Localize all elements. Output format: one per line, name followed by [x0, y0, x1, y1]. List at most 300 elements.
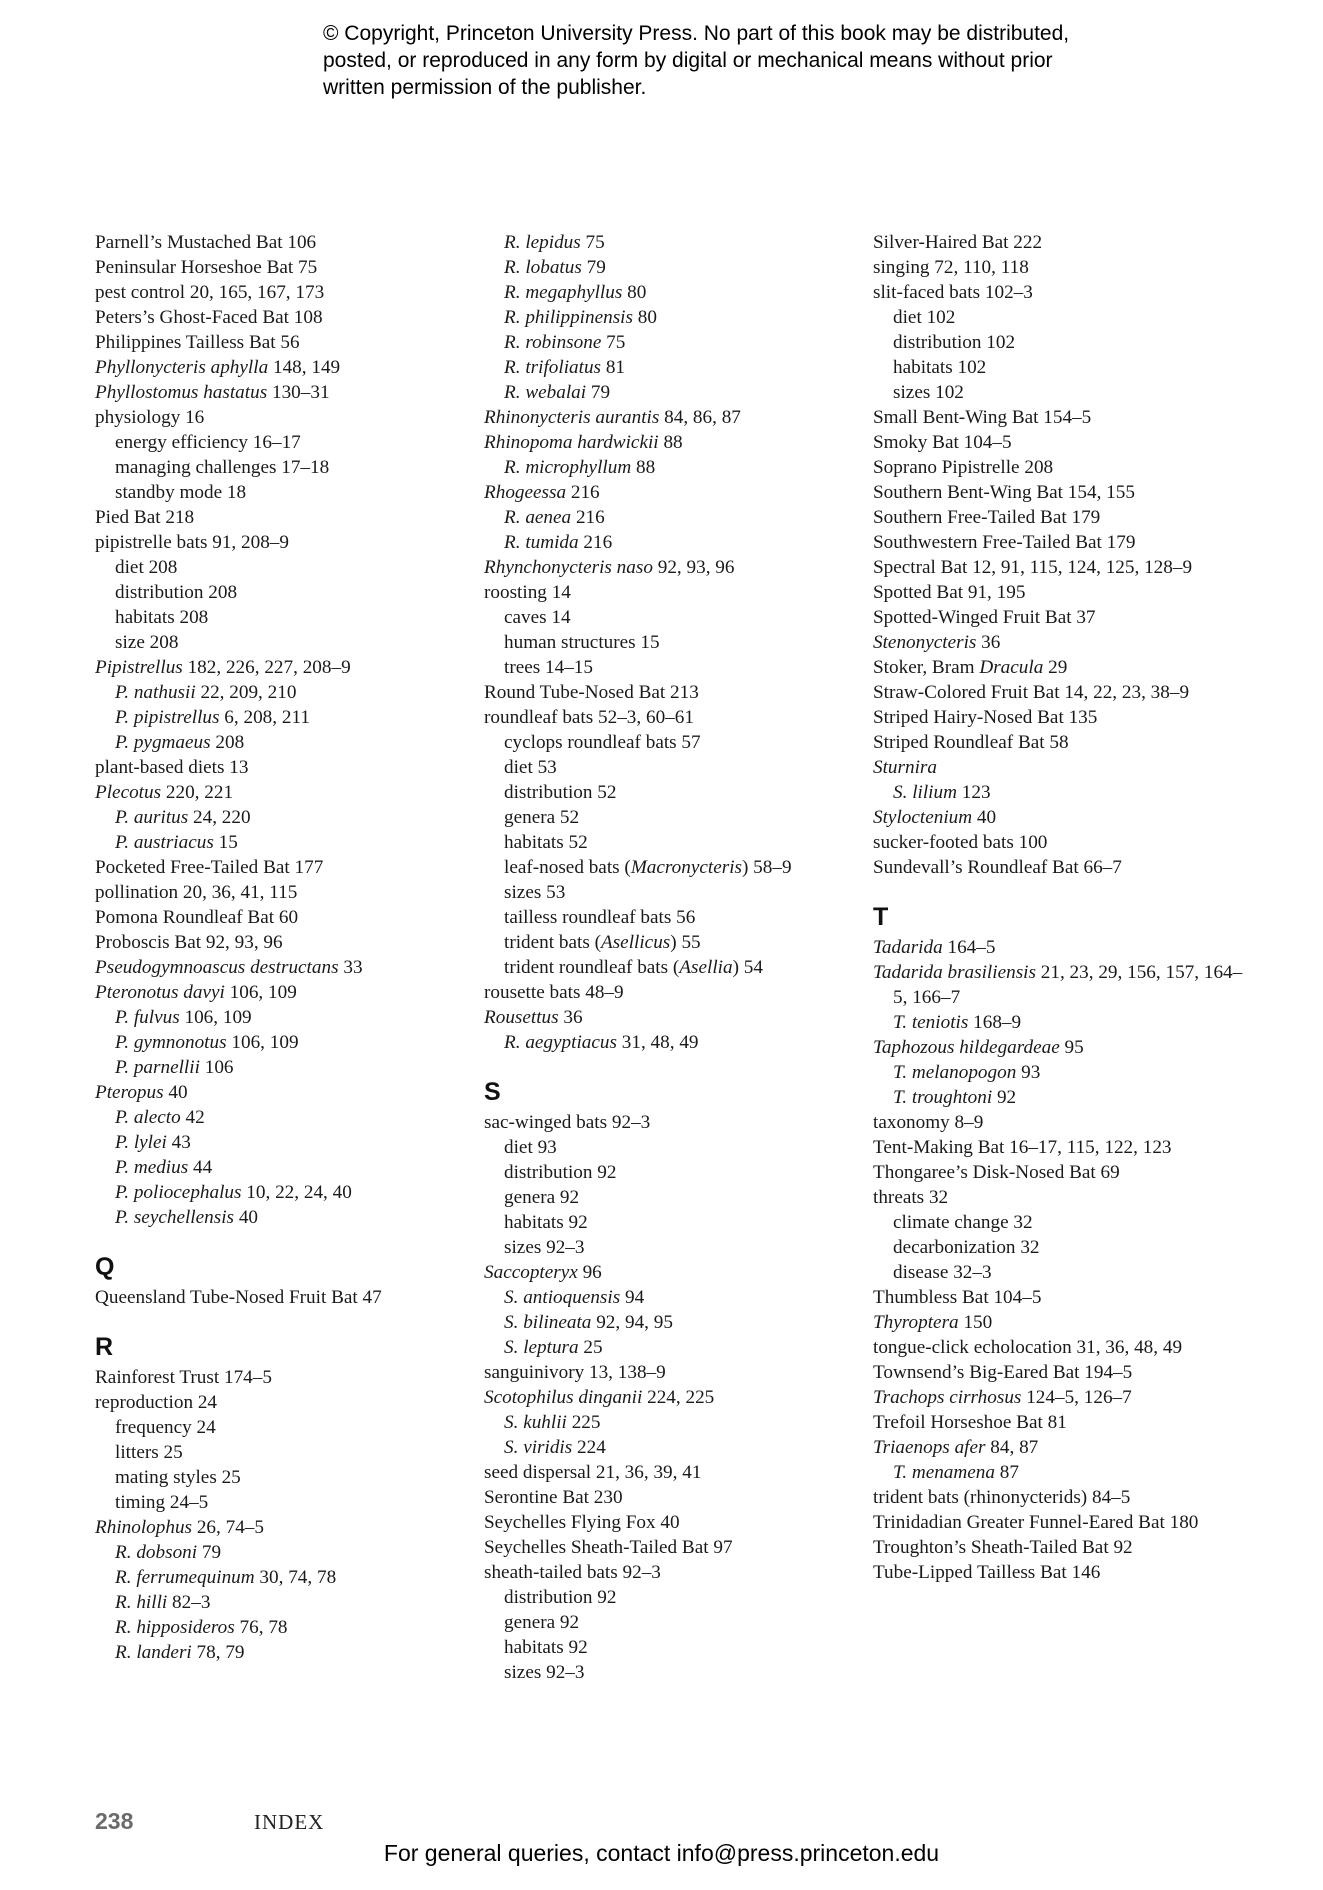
page-number: 238	[95, 1808, 134, 1834]
index-text: Seychelles Sheath-Tailed Bat 97	[484, 1537, 733, 1558]
index-subentry	[95, 830, 475, 855]
index-text: Seychelles Flying Fox 40	[484, 1512, 680, 1533]
index-text: roundleaf bats 52–3, 60–61	[484, 707, 694, 728]
index-column-2	[484, 230, 864, 1685]
index-term-italic: R. megaphyllus	[504, 282, 623, 303]
index-text: Small Bent-Wing Bat 154–5	[873, 407, 1092, 428]
index-text: 43	[166, 1132, 191, 1153]
index-text: 75	[601, 332, 626, 353]
index-text: distribution 102	[893, 332, 1016, 353]
index-subentry	[484, 1135, 864, 1160]
index-subentry	[484, 1310, 864, 1335]
index-term-italic: P. lylei	[115, 1132, 167, 1153]
index-text: 36	[558, 1007, 583, 1028]
index-term-italic: P. nathusii	[115, 682, 196, 703]
index-subentry	[95, 580, 475, 605]
index-text: 76, 78	[234, 1617, 288, 1638]
index-text: pollination 20, 36, 41, 115	[95, 882, 298, 903]
index-term-italic: P. fulvus	[115, 1007, 180, 1028]
index-entry	[873, 630, 1253, 655]
index-text: Philippines Tailless Bat 56	[95, 332, 300, 353]
index-text: 82–3	[167, 1592, 211, 1613]
index-subentry	[95, 1590, 475, 1615]
index-subentry	[484, 1435, 864, 1460]
index-term-italic: Thyroptera	[873, 1312, 959, 1333]
index-term-italic: Asellia	[679, 957, 733, 978]
index-text: 94	[620, 1287, 645, 1308]
index-text: 42	[180, 1107, 205, 1128]
index-subentry	[95, 1155, 475, 1180]
index-text: 92, 94, 95	[591, 1312, 673, 1333]
index-text: Trefoil Horseshoe Bat 81	[873, 1412, 1067, 1433]
index-subentry	[484, 630, 864, 655]
index-entry	[873, 480, 1253, 505]
index-text: rousette bats 48–9	[484, 982, 624, 1003]
index-term-italic: R. hipposideros	[115, 1617, 235, 1638]
index-entry	[873, 1160, 1253, 1185]
index-term-italic: Pipistrellus	[95, 657, 183, 678]
index-text: managing challenges 17–18	[115, 457, 330, 478]
index-text: Thongaree’s Disk-Nosed Bat 69	[873, 1162, 1120, 1183]
index-text: habitats 92	[504, 1637, 588, 1658]
index-text: tailless roundleaf bats 56	[504, 907, 696, 928]
index-text: physiology 16	[95, 407, 205, 428]
index-text: genera 92	[504, 1612, 580, 1633]
index-entry	[484, 1485, 864, 1510]
index-entry	[95, 930, 475, 955]
index-text: genera 52	[504, 807, 580, 828]
index-entry	[484, 1535, 864, 1560]
index-text: disease 32–3	[893, 1262, 992, 1283]
index-text: standby mode 18	[115, 482, 247, 503]
index-text: sanguinivory 13, 138–9	[484, 1362, 666, 1383]
index-term-italic: T. melanopogon	[893, 1062, 1017, 1083]
index-text: 88	[631, 457, 656, 478]
index-text: 148, 149	[268, 357, 341, 378]
index-entry	[873, 960, 1253, 1010]
index-column-3	[873, 230, 1253, 1585]
index-text: 84, 86, 87	[659, 407, 741, 428]
index-text: 216	[566, 482, 600, 503]
index-text: 79	[581, 257, 606, 278]
index-term-italic: P. alecto	[115, 1107, 181, 1128]
index-text: 25	[578, 1337, 603, 1358]
index-term-italic: S. lilium	[893, 782, 957, 803]
index-entry	[873, 405, 1253, 430]
index-entry	[484, 1385, 864, 1410]
index-subentry	[484, 1285, 864, 1310]
index-entry	[873, 255, 1253, 280]
index-text: genera 92	[504, 1187, 580, 1208]
index-term-italic: R. trifoliatus	[504, 357, 602, 378]
index-text: Spotted-Winged Fruit Bat 37	[873, 607, 1096, 628]
index-entry	[95, 955, 475, 980]
index-letter-heading: R	[95, 1333, 114, 1361]
index-text: Smoky Bat 104–5	[873, 432, 1012, 453]
index-term-italic: R. webalai	[504, 382, 587, 403]
index-entry	[95, 655, 475, 680]
index-letter-heading: Q	[95, 1253, 115, 1281]
index-text: sucker-footed bats 100	[873, 832, 1048, 853]
index-entry	[95, 405, 475, 430]
index-term-italic: Sturnira	[873, 757, 937, 778]
index-text: reproduction 24	[95, 1392, 218, 1413]
index-entry	[95, 330, 475, 355]
index-subentry	[484, 1585, 864, 1610]
index-entry	[484, 1510, 864, 1535]
index-term-italic: R. lobatus	[504, 257, 582, 278]
running-footer: INDEX	[254, 1810, 325, 1834]
index-text: Proboscis Bat 92, 93, 96	[95, 932, 283, 953]
index-entry	[873, 1485, 1253, 1510]
index-entry	[484, 1560, 864, 1585]
index-term-italic: R. philippinensis	[504, 307, 633, 328]
index-subentry	[484, 655, 864, 680]
index-text: 31, 48, 49	[616, 1032, 699, 1053]
index-text: 24, 220	[188, 807, 251, 828]
index-entry	[95, 530, 475, 555]
index-subentry	[873, 1210, 1253, 1235]
index-subentry	[484, 330, 864, 355]
index-subentry	[484, 830, 864, 855]
index-entry	[484, 1460, 864, 1485]
index-subentry	[95, 1440, 475, 1465]
index-entry	[873, 1410, 1253, 1435]
index-subentry	[95, 605, 475, 630]
index-entry	[873, 755, 1253, 780]
index-subentry	[95, 1640, 475, 1665]
index-text: timing 24–5	[115, 1492, 209, 1513]
index-term-italic: Phyllonycteris aphylla	[95, 357, 269, 378]
index-subentry	[95, 1540, 475, 1565]
index-text: 6, 208, 211	[219, 707, 310, 728]
index-entry	[873, 430, 1253, 455]
index-text: 26, 74–5	[192, 1517, 264, 1538]
index-text: sizes 102	[893, 382, 964, 403]
contact-line: For general queries, contact info@press.princeton.edu	[383, 1840, 940, 1866]
index-term-italic: Tadarida	[873, 937, 943, 958]
index-entry	[873, 1535, 1253, 1560]
index-entry	[95, 505, 475, 530]
index-term-italic: Stenonycteris	[873, 632, 977, 653]
index-text: 93	[1016, 1062, 1041, 1083]
index-subentry	[95, 1180, 475, 1205]
index-text: 95	[1059, 1037, 1084, 1058]
index-term-italic: Scotophilus dinganii	[484, 1387, 643, 1408]
index-text: habitats 92	[504, 1212, 588, 1233]
index-entry	[873, 805, 1253, 830]
index-text: 29	[1043, 657, 1068, 678]
index-entry	[484, 705, 864, 730]
index-subentry	[484, 1335, 864, 1360]
index-term-italic: Pseudogymnoascus destructans	[95, 957, 339, 978]
index-text: cyclops roundleaf bats 57	[504, 732, 701, 753]
index-entry	[873, 1335, 1253, 1360]
index-subentry	[873, 305, 1253, 330]
index-text: 208	[210, 732, 245, 753]
index-term-italic: S. viridis	[504, 1437, 573, 1458]
index-entry	[95, 755, 475, 780]
index-text: human structures 15	[504, 632, 660, 653]
index-term-italic: Saccopteryx	[484, 1262, 578, 1283]
index-entry	[873, 1310, 1253, 1335]
index-text: 30, 74, 78	[254, 1567, 337, 1588]
index-subentry	[484, 1610, 864, 1635]
index-term-italic: S. bilineata	[504, 1312, 592, 1333]
index-term-italic: P. pipistrellus	[115, 707, 220, 728]
index-text: climate change 32	[893, 1212, 1033, 1233]
index-subentry	[95, 730, 475, 755]
index-text: diet 53	[504, 757, 557, 778]
index-text: 150	[958, 1312, 993, 1333]
index-term-italic: R. ferrumequinum	[115, 1567, 255, 1588]
index-text: Soprano Pipistrelle 208	[873, 457, 1054, 478]
index-entry	[873, 505, 1253, 530]
index-text: 106, 109	[179, 1007, 252, 1028]
index-entry	[873, 530, 1253, 555]
index-term-italic: Asellicus	[600, 932, 671, 953]
index-subentry	[484, 880, 864, 905]
index-text: 33	[338, 957, 363, 978]
index-term-italic: Macronycteris	[630, 857, 742, 878]
index-text: litters 25	[115, 1442, 183, 1463]
index-text: 123	[956, 782, 991, 803]
index-entry	[95, 780, 475, 805]
index-entry	[95, 880, 475, 905]
index-text: seed dispersal 21, 36, 39, 41	[484, 1462, 702, 1483]
index-subentry	[873, 1085, 1253, 1110]
index-subentry	[95, 455, 475, 480]
index-subentry	[95, 1565, 475, 1590]
index-text: 220, 221	[161, 782, 234, 803]
index-text: ) 55	[670, 932, 701, 953]
index-term-italic: Triaenops afer	[873, 1437, 986, 1458]
index-subentry	[873, 355, 1253, 380]
index-text: 81	[601, 357, 625, 378]
index-term-italic: P. poliocephalus	[115, 1182, 242, 1203]
index-subentry	[484, 605, 864, 630]
index-text: Troughton’s Sheath-Tailed Bat 92	[873, 1537, 1133, 1558]
index-letter-heading: S	[484, 1078, 501, 1106]
index-term-italic: Styloctenium	[873, 807, 973, 828]
index-text: 40	[972, 807, 997, 828]
index-subentry	[873, 1460, 1253, 1485]
index-subentry	[484, 1410, 864, 1435]
index-text: distribution 208	[115, 582, 238, 603]
index-term-italic: P. auritus	[115, 807, 189, 828]
index-text: taxonomy 8–9	[873, 1112, 984, 1133]
index-text: 15	[213, 832, 238, 853]
index-text: frequency 24	[115, 1417, 216, 1438]
index-subentry	[95, 1415, 475, 1440]
index-entry	[873, 1435, 1253, 1460]
index-subentry	[484, 1160, 864, 1185]
index-entry	[95, 355, 475, 380]
index-entry	[95, 855, 475, 880]
index-term-italic: R. robinsone	[504, 332, 602, 353]
index-text: 130–31	[267, 382, 330, 403]
index-entry	[484, 430, 864, 455]
index-term-italic: Plecotus	[95, 782, 162, 803]
index-term-italic: P. austriacus	[115, 832, 214, 853]
index-term-italic: P. medius	[115, 1157, 189, 1178]
index-entry	[873, 935, 1253, 960]
index-entry	[873, 1110, 1253, 1135]
index-text: 84, 87	[985, 1437, 1039, 1458]
index-entry	[484, 555, 864, 580]
index-entry	[484, 1110, 864, 1135]
index-subentry	[95, 1105, 475, 1130]
index-text: 164–5	[942, 937, 996, 958]
index-text: Spectral Bat 12, 91, 115, 124, 125, 128–9	[873, 557, 1193, 578]
index-text: Pied Bat 218	[95, 507, 195, 528]
index-term-italic: R. tumida	[504, 532, 579, 553]
index-term-italic: Taphozous hildegardeae	[873, 1037, 1060, 1058]
index-subentry	[484, 255, 864, 280]
index-letter-heading: T	[873, 903, 889, 931]
index-entry	[95, 1515, 475, 1540]
index-text: Silver-Haired Bat 222	[873, 232, 1043, 253]
index-entry	[873, 855, 1253, 880]
index-text: Straw-Colored Fruit Bat 14, 22, 23, 38–9	[873, 682, 1190, 703]
index-text: decarbonization 32	[893, 1237, 1040, 1258]
index-text: trident bats (	[504, 932, 601, 953]
index-entry	[95, 305, 475, 330]
index-subentry	[484, 730, 864, 755]
index-text: 80	[622, 282, 647, 303]
index-term-italic: S. kuhlii	[504, 1412, 567, 1433]
index-entry	[873, 680, 1253, 705]
index-subentry	[484, 280, 864, 305]
index-entry	[873, 580, 1253, 605]
index-term-italic: P. seychellensis	[115, 1207, 235, 1228]
index-entry	[95, 980, 475, 1005]
index-subentry	[95, 1615, 475, 1640]
index-text: Trinidadian Greater Funnel-Eared Bat 180	[873, 1512, 1199, 1533]
index-subentry	[484, 530, 864, 555]
index-subentry	[95, 1030, 475, 1055]
index-entry	[95, 1390, 475, 1415]
index-entry	[873, 455, 1253, 480]
index-term-italic: P. parnellii	[115, 1057, 200, 1078]
index-text: diet 93	[504, 1137, 557, 1158]
index-text: 10, 22, 24, 40	[241, 1182, 352, 1203]
index-text: sizes 53	[504, 882, 566, 903]
index-entry	[95, 1080, 475, 1105]
index-text: Southern Bent-Wing Bat 154, 155	[873, 482, 1135, 503]
index-text: distribution 52	[504, 782, 617, 803]
index-text: trees 14–15	[504, 657, 593, 678]
index-text: 216	[578, 532, 613, 553]
index-term-italic: R. hilli	[115, 1592, 168, 1613]
index-subentry	[873, 380, 1253, 405]
index-subentry	[873, 780, 1253, 805]
index-subentry	[484, 455, 864, 480]
index-term-italic: Trachops cirrhosus	[873, 1387, 1022, 1408]
index-text: Rainforest Trust 174–5	[95, 1367, 272, 1388]
index-term-italic: T. teniotis	[893, 1012, 969, 1033]
index-text: trident bats (rhinonycterids) 84–5	[873, 1487, 1131, 1508]
index-text: 40	[234, 1207, 258, 1228]
index-term-italic: Rhinopoma hardwickii	[484, 432, 659, 453]
index-term-italic: R. aenea	[504, 507, 572, 528]
index-text: Serontine Bat 230	[484, 1487, 623, 1508]
index-subentry	[484, 1185, 864, 1210]
index-entry	[95, 905, 475, 930]
index-text: 106, 109	[226, 1032, 299, 1053]
index-text: pipistrelle bats 91, 208–9	[95, 532, 289, 553]
index-text: trident roundleaf bats (	[504, 957, 680, 978]
index-text: leaf-nosed bats (	[504, 857, 631, 878]
index-subentry	[484, 380, 864, 405]
index-text: roosting 14	[484, 582, 571, 603]
index-text: energy efficiency 16–17	[115, 432, 301, 453]
index-entry	[95, 1285, 475, 1310]
index-text: pest control 20, 165, 167, 173	[95, 282, 325, 303]
index-text: mating styles 25	[115, 1467, 241, 1488]
index-entry	[873, 1135, 1253, 1160]
index-entry	[873, 1185, 1253, 1210]
index-text: Southwestern Free-Tailed Bat 179	[873, 532, 1136, 553]
index-text: Striped Hairy-Nosed Bat 135	[873, 707, 1098, 728]
index-term-italic: Rhinonycteris aurantis	[484, 407, 660, 428]
index-entry	[95, 380, 475, 405]
index-text: threats 32	[873, 1187, 949, 1208]
index-text: ) 58–9	[742, 857, 792, 878]
index-term-italic: Pteronotus davyi	[95, 982, 225, 1003]
index-text: 106, 109	[224, 982, 297, 1003]
index-term-italic: R. microphyllum	[504, 457, 632, 478]
index-term-italic: R. dobsoni	[115, 1542, 198, 1563]
copyright-notice: © Copyright, Princeton University Press. No part of this book may be distributed, posted, or reproduced in any form by digital or mechanical means without prior written permission of the publisher.	[323, 22, 1070, 99]
index-subentry	[484, 955, 864, 980]
index-text: Peninsular Horseshoe Bat 75	[95, 257, 318, 278]
index-subentry	[484, 505, 864, 530]
index-term-italic: Rousettus	[484, 1007, 559, 1028]
index-entry	[95, 230, 475, 255]
index-entry	[873, 1035, 1253, 1060]
index-subentry	[484, 1660, 864, 1685]
index-entry	[873, 1385, 1253, 1410]
index-term-italic: Phyllostomus hastatus	[95, 382, 268, 403]
index-subentry	[95, 1465, 475, 1490]
index-text: Townsend’s Big-Eared Bat 194–5	[873, 1362, 1133, 1383]
index-subentry	[95, 680, 475, 705]
index-text: ) 54	[732, 957, 763, 978]
index-entry	[873, 830, 1253, 855]
index-subentry	[95, 555, 475, 580]
index-text: Tent-Making Bat 16–17, 115, 122, 123	[873, 1137, 1172, 1158]
index-entry	[873, 555, 1253, 580]
index-entry	[873, 705, 1253, 730]
index-text: 168–9	[968, 1012, 1022, 1033]
index-term-italic: Rhinolophus	[95, 1517, 193, 1538]
index-text: Tube-Lipped Tailless Bat 146	[873, 1562, 1101, 1583]
index-text: Stoker, Bram	[873, 657, 980, 678]
index-text: 88	[658, 432, 683, 453]
index-text: 80	[632, 307, 657, 328]
index-subentry	[484, 230, 864, 255]
index-entry	[873, 1360, 1253, 1385]
index-text: Pocketed Free-Tailed Bat 177	[95, 857, 324, 878]
index-term-italic: P. gymnonotus	[115, 1032, 227, 1053]
index-subentry	[95, 430, 475, 455]
index-entry	[484, 480, 864, 505]
index-text: 96	[577, 1262, 602, 1283]
index-text: distribution 92	[504, 1587, 617, 1608]
index-text: 87	[994, 1462, 1019, 1483]
index-text: size 208	[115, 632, 179, 653]
